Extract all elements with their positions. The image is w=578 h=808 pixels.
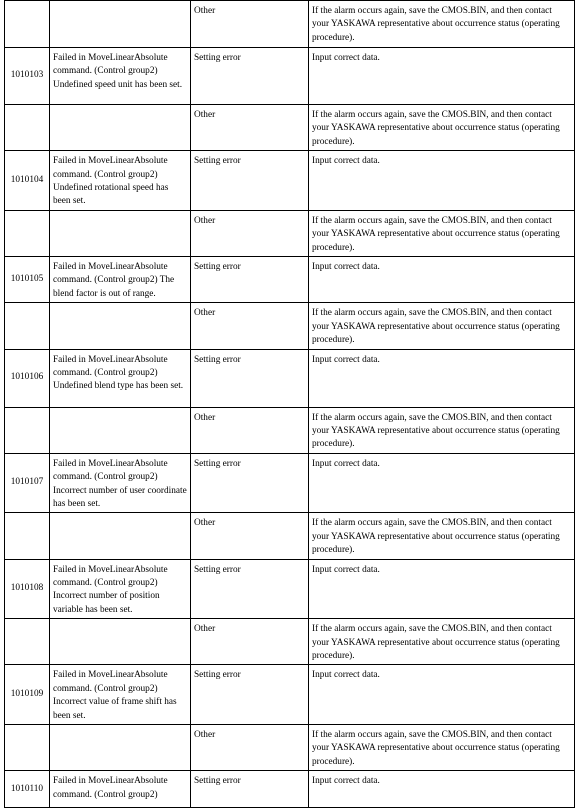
alarm-row <box>5 151 575 211</box>
alarm-remedy-cell: If the alarm occurs again, save the CMOS.BIN, and then contact your YASKAWA representative about occurrence status (operating procedure). <box>309 303 575 349</box>
alarm-remedy-cell: If the alarm occurs again, save the CMOS.BIN, and then contact your YASKAWA representative about occurrence status (operating procedure). <box>309 210 575 256</box>
alarm-cause-cell: Other <box>191 513 309 559</box>
alarm-row <box>5 771 575 808</box>
alarm-code-cell <box>5 619 50 665</box>
alarm-remedy-cell: Input correct data. <box>309 771 575 808</box>
alarm-row <box>5 665 575 725</box>
alarm-code-cell: 1010103 <box>5 48 50 105</box>
alarm-row <box>5 407 575 453</box>
alarm-description-cell <box>50 105 191 151</box>
alarm-table <box>4 0 575 808</box>
alarm-code-cell <box>5 303 50 349</box>
alarm-remedy-cell: If the alarm occurs again, save the CMOS.BIN, and then contact your YASKAWA representative about occurrence status (operating procedure). <box>309 407 575 453</box>
alarm-code-cell <box>5 210 50 256</box>
alarm-code-cell: 1010104 <box>5 151 50 211</box>
alarm-cause-cell: Other <box>191 407 309 453</box>
alarm-cause-cell: Other <box>191 210 309 256</box>
alarm-cause-cell: Setting error <box>191 151 309 211</box>
alarm-remedy-cell: If the alarm occurs again, save the CMOS.BIN, and then contact your YASKAWA representative about occurrence status (operating procedure). <box>309 513 575 559</box>
alarm-code-cell: 1010107 <box>5 453 50 513</box>
alarm-description-cell: Failed in MoveLinearAbsolute command. (Control group2) Incorrect value of frame shift has been set. <box>50 665 191 725</box>
alarm-cause-cell: Other <box>191 725 309 771</box>
alarm-description-cell <box>50 1 191 48</box>
alarm-row <box>5 1 575 48</box>
alarm-row <box>5 453 575 513</box>
alarm-code-cell <box>5 725 50 771</box>
alarm-remedy-cell: If the alarm occurs again, save the CMOS.BIN, and then contact your YASKAWA representative about occurrence status (operating procedure). <box>309 1 575 48</box>
alarm-row <box>5 725 575 771</box>
alarm-remedy-cell: Input correct data. <box>309 559 575 619</box>
alarm-description-cell <box>50 725 191 771</box>
alarm-remedy-cell: Input correct data. <box>309 453 575 513</box>
alarm-code-cell <box>5 407 50 453</box>
alarm-cause-cell: Setting error <box>191 665 309 725</box>
alarm-cause-cell: Other <box>191 105 309 151</box>
alarm-cause-cell: Setting error <box>191 453 309 513</box>
alarm-description-cell <box>50 210 191 256</box>
alarm-cause-cell: Setting error <box>191 48 309 105</box>
alarm-description-cell <box>50 407 191 453</box>
alarm-description-cell: Failed in MoveLinearAbsolute command. (Control group2) Undefined blend type has been set. <box>50 349 191 407</box>
alarm-remedy-cell: If the alarm occurs again, save the CMOS.BIN, and then contact your YASKAWA representative about occurrence status (operating procedure). <box>309 105 575 151</box>
alarm-row <box>5 619 575 665</box>
alarm-remedy-cell: Input correct data. <box>309 48 575 105</box>
alarm-description-cell: Failed in MoveLinearAbsolute command. (Control group2) Incorrect number of user coordinate has been set. <box>50 453 191 513</box>
alarm-remedy-cell: If the alarm occurs again, save the CMOS.BIN, and then contact your YASKAWA representative about occurrence status (operating procedure). <box>309 725 575 771</box>
alarm-code-cell: 1010106 <box>5 349 50 407</box>
alarm-description-cell: Failed in MoveLinearAbsolute command. (Control group2) Incorrect number of position variable has been set. <box>50 559 191 619</box>
alarm-row <box>5 210 575 256</box>
alarm-cause-cell: Setting error <box>191 349 309 407</box>
alarm-remedy-cell: Input correct data. <box>309 257 575 303</box>
alarm-code-cell: 1010109 <box>5 665 50 725</box>
alarm-code-cell <box>5 1 50 48</box>
alarm-table-body <box>5 1 575 808</box>
alarm-row <box>5 513 575 559</box>
alarm-code-cell <box>5 105 50 151</box>
alarm-code-cell: 1010105 <box>5 257 50 303</box>
alarm-cause-cell: Setting error <box>191 257 309 303</box>
alarm-row <box>5 257 575 303</box>
alarm-row <box>5 48 575 105</box>
alarm-description-cell: Failed in MoveLinearAbsolute command. (Control group2) <box>50 771 191 808</box>
alarm-row <box>5 349 575 407</box>
alarm-description-cell <box>50 619 191 665</box>
alarm-cause-cell: Other <box>191 619 309 665</box>
alarm-code-cell: 1010108 <box>5 559 50 619</box>
alarm-cause-cell: Other <box>191 1 309 48</box>
alarm-remedy-cell: Input correct data. <box>309 349 575 407</box>
alarm-description-cell: Failed in MoveLinearAbsolute command. (Control group2) The blend factor is out of range. <box>50 257 191 303</box>
alarm-cause-cell: Other <box>191 303 309 349</box>
alarm-remedy-cell: Input correct data. <box>309 151 575 211</box>
alarm-cause-cell: Setting error <box>191 559 309 619</box>
alarm-description-cell: Failed in MoveLinearAbsolute command. (Control group2) Undefined speed unit has been set. <box>50 48 191 105</box>
alarm-description-cell: Failed in MoveLinearAbsolute command. (Control group2) Undefined rotational speed has been set. <box>50 151 191 211</box>
alarm-cause-cell: Setting error <box>191 771 309 808</box>
alarm-description-cell <box>50 303 191 349</box>
alarm-row <box>5 105 575 151</box>
alarm-row <box>5 303 575 349</box>
alarm-code-cell: 1010110 <box>5 771 50 808</box>
alarm-remedy-cell: Input correct data. <box>309 665 575 725</box>
alarm-description-cell <box>50 513 191 559</box>
alarm-row <box>5 559 575 619</box>
alarm-code-cell <box>5 513 50 559</box>
alarm-remedy-cell: If the alarm occurs again, save the CMOS.BIN, and then contact your YASKAWA representative about occurrence status (operating procedure). <box>309 619 575 665</box>
